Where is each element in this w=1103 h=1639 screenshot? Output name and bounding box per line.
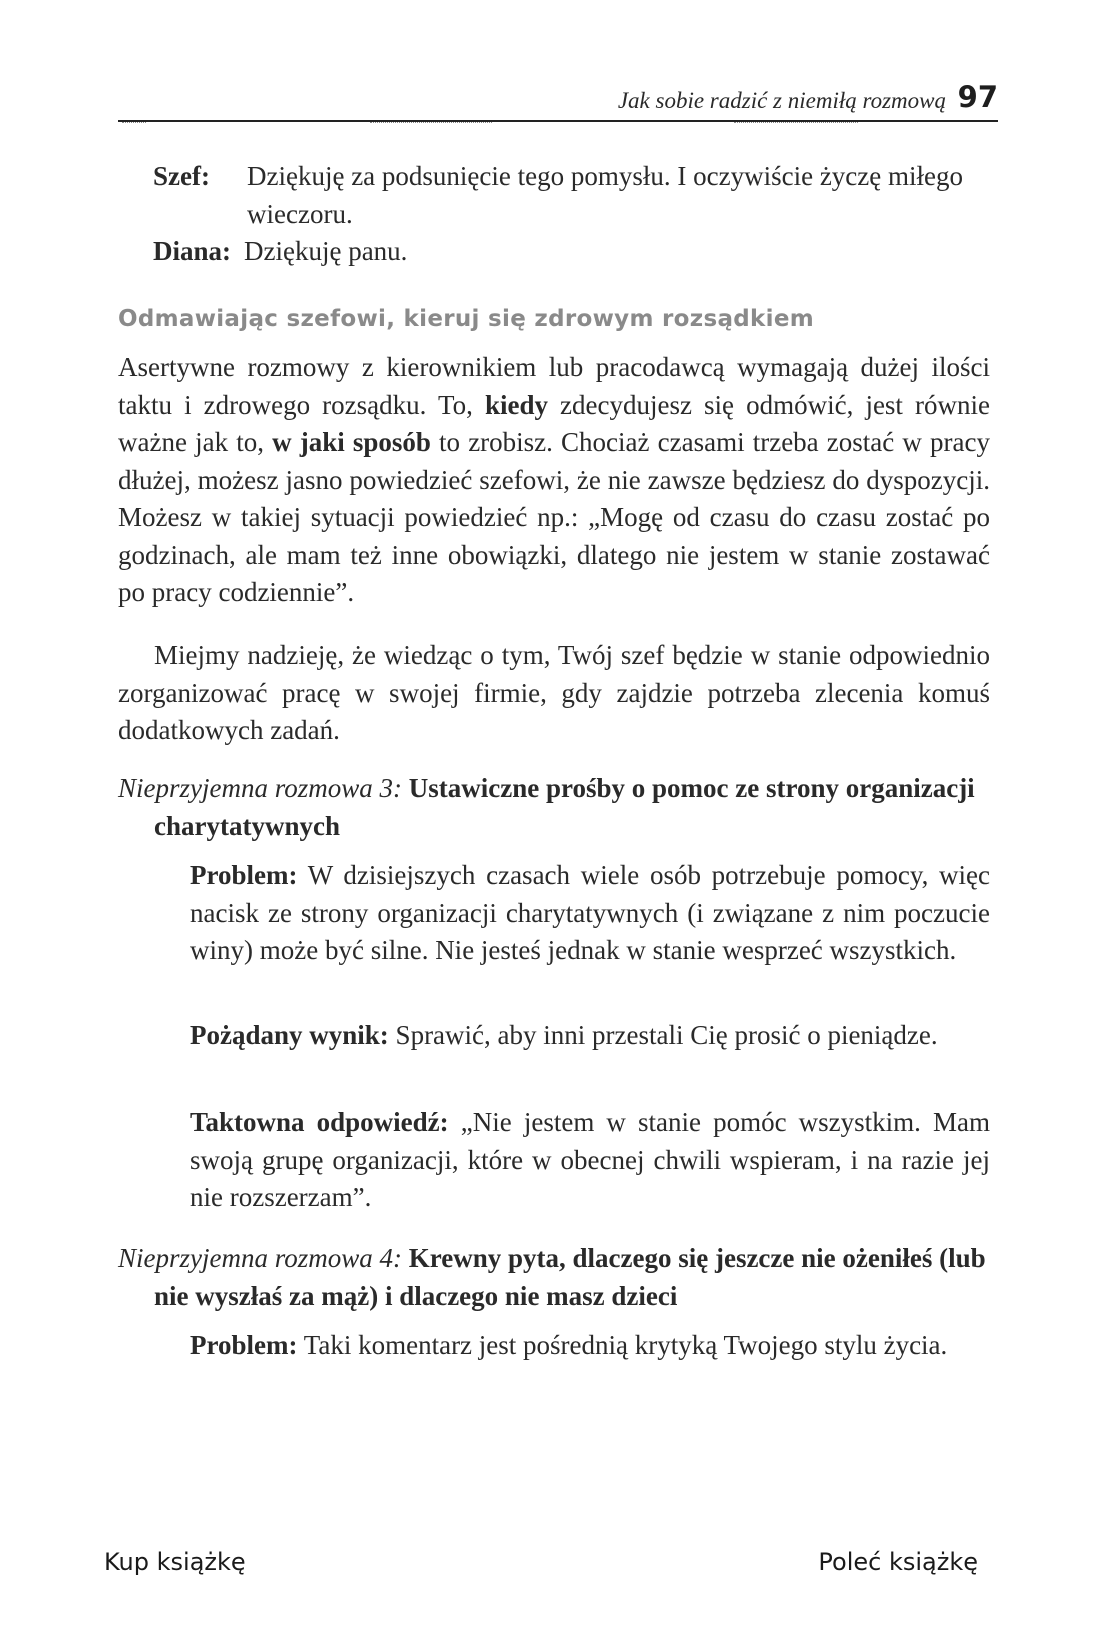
page-number: 97 <box>957 80 998 114</box>
entry-label: Taktowna odpowiedź: <box>190 1107 449 1137</box>
body-paragraph: Miejmy nadzieję, że wiedząc o tym, Twój szef będzie w stanie odpowiednio zorganizować pracę w swojej firmie, gdy zajdzie potrzeba zlecenia komuś dodatkowych zadań. <box>118 640 990 745</box>
desired-outcome-entry <box>190 1017 990 1055</box>
case-title <box>118 1240 990 1315</box>
paragraph-text: Asertywne rozmowy z kierownikiem lub pracodawcą wymagają dużej ilości taktu i zdrowego rozsądku. To, <box>118 352 990 420</box>
entry-text: W dzisiejszych czasach wiele osób potrzebuje pomocy, więc nacisk ze strony organizacji charytatywnych (i związane z nim poczucie winy) może być silne. Nie jesteś jednak w stanie wesprzeć wszystkich. <box>190 860 990 965</box>
header-dotted-accent <box>122 122 146 125</box>
utterance-text: Dziękuję za podsunięcie tego pomysłu. I oczywiście życzę miłego wieczoru. <box>247 161 963 229</box>
entry-label: Pożądany wynik: <box>190 1020 389 1050</box>
paragraph-text: zdecydujesz się odmówić, jest równie ważne jak to, <box>118 389 990 457</box>
case-title <box>118 770 990 845</box>
emphasis-text: kiedy <box>484 389 548 420</box>
buy-book-link[interactable]: Kup książkę <box>104 1548 246 1576</box>
section-heading: Odmawiając szefowi, kieruj się zdrowym rozsądkiem <box>118 306 814 332</box>
recommend-book-link[interactable]: Poleć książkę <box>818 1548 978 1576</box>
utterance-text: Dziękuję panu. <box>244 236 408 266</box>
case-label: Nieprzyjemna rozmowa 3: <box>118 773 402 803</box>
case-heading <box>118 1240 990 1315</box>
case-heading <box>118 770 990 845</box>
running-title: Jak sobie radzić z niemiłą rozmową <box>617 88 946 113</box>
entry-label: Problem: <box>190 860 298 890</box>
case-label: Nieprzyjemna rozmowa 4: <box>118 1243 402 1273</box>
problem-entry <box>190 857 990 970</box>
entry-text: „Nie jestem w stanie pomóc wszystkim. Mam swoją grupę organizacji, które w obecnej chwili wspieram, i na razie jej nie rozszerzam”. <box>190 1107 991 1212</box>
header-rule <box>118 120 998 122</box>
body-paragraph <box>118 349 990 612</box>
problem-entry <box>190 1327 990 1365</box>
dialogue <box>153 158 990 271</box>
dialogue-line <box>153 233 990 271</box>
tactful-response-entry <box>190 1104 990 1217</box>
dialogue-line <box>153 158 990 233</box>
header-dotted-accent <box>734 122 858 125</box>
paragraph-text: to zrobisz. Chociaż czasami trzeba zostać w pracy dłużej, możesz jasno powiedzieć szefowi, że nie zawsze będziesz do dyspozycji. Możesz w takiej sytuacji powiedzieć np.: „Mogę od czasu do czasu zostać po godzinach, ale mam też inne obowiązki, dlatego nie jestem w stanie zostawać po pracy codziennie”. <box>118 427 990 607</box>
speaker-label: Diana: <box>153 236 232 266</box>
case-subject: Krewny pyta, dlaczego się jeszcze nie ożeniłeś (lub nie wyszłaś za mąż) i dlaczego nie masz dzieci <box>154 1243 986 1311</box>
case-subject: Ustawiczne prośby o pomoc ze strony organizacji charytatywnych <box>154 773 975 841</box>
entry-text: Sprawić, aby inni przestali Cię prosić o pieniądze. <box>395 1020 938 1050</box>
entry-label: Problem: <box>190 1330 298 1360</box>
running-header <box>118 78 998 120</box>
emphasis-text: w jaki sposób <box>272 427 431 457</box>
entry-text: Taki komentarz jest pośrednią krytyką Twojego stylu życia. <box>303 1330 948 1360</box>
speaker-label: Szef: <box>153 161 210 191</box>
header-dotted-accent <box>370 122 492 125</box>
